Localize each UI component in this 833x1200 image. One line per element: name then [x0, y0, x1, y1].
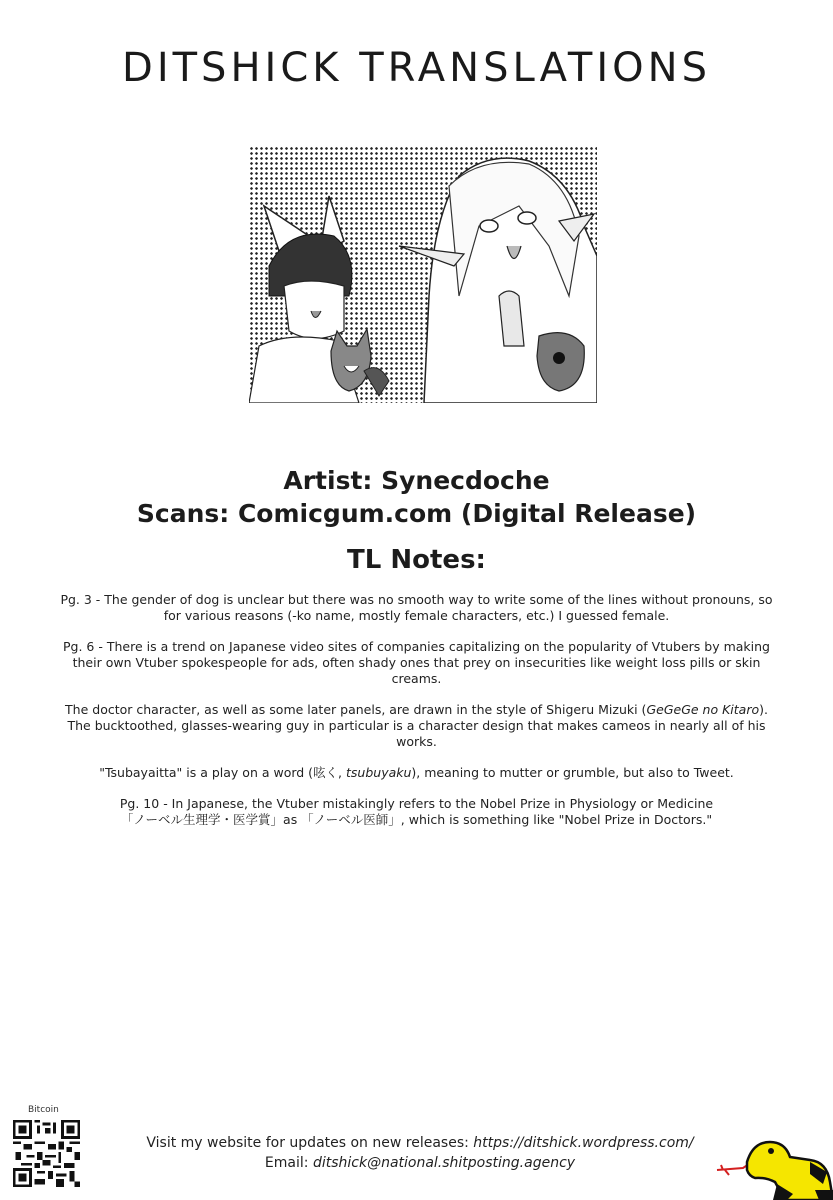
note-pg10 — [52, 796, 781, 828]
note-pg3: Pg. 3 - The gender of dog is unclear but there was no smooth way to write some of the lines without pronouns, so for various reasons (-ko name, mostly female characters, etc.) I guessed female. — [60, 592, 773, 623]
note-text: ), meaning to mutter or grumble, but also to Tweet. — [411, 765, 734, 780]
note-italic-title: GeGeGe no Kitaro — [646, 702, 760, 717]
email-label: Email: — [264, 1155, 313, 1171]
note-italic-word: tsubuyaku — [346, 765, 412, 780]
snake-mascot-icon — [715, 1132, 833, 1200]
bitcoin-qr-code[interactable] — [13, 1120, 80, 1187]
note-text: Pg. 10 - In Japanese, the Vtuber mistakingly refers to the Nobel Prize in Physiology or Medicine — [119, 796, 714, 811]
website-line — [120, 1133, 720, 1153]
note-text: 「ノーベル生理学・医学賞」as 「ノーベル医師」, which is something like "Nobel Prize in Doctors." — [120, 812, 713, 827]
note-text: "Tsubayaitta" is a play on a word (呟く, — [99, 765, 346, 780]
tl-notes-list — [52, 592, 781, 843]
note-text: The doctor character, as well as some later panels, are drawn in the style of Shigeru Mizuki ( — [65, 702, 647, 717]
footer-info — [120, 1133, 720, 1173]
cover-image — [249, 146, 597, 403]
note-pg6: Pg. 6 - There is a trend on Japanese video sites of companies capitalizing on the popularity of Vtubers by making their own Vtuber spokespeople for ads, often shady ones that prey on insecurities like weight loss pills or skin creams. — [63, 639, 770, 686]
note-tsubayaitta — [52, 765, 781, 781]
email-line — [120, 1153, 720, 1173]
scans-credit: Scans: Comicgum.com (Digital Release) — [136, 499, 697, 528]
website-label: Visit my website for updates on new releases: — [146, 1135, 474, 1151]
credits — [0, 464, 833, 530]
page-title: DITSHICK TRANSLATIONS — [122, 45, 711, 91]
manga-illustration — [249, 146, 597, 403]
bitcoin-label: Bitcoin — [28, 1105, 59, 1115]
note-text: ). The bucktoothed, glasses-wearing guy in particular is a character design that makes cameos in nearly all of his works. — [67, 702, 768, 749]
email-link[interactable]: ditshick@national.shitposting.agency — [312, 1155, 576, 1171]
website-link[interactable]: https://ditshick.wordpress.com/ — [473, 1135, 694, 1151]
artist-credit: Artist: Synecdoche — [283, 466, 550, 495]
tl-notes-heading: TL Notes: — [347, 545, 486, 575]
note-doctor-style — [52, 702, 781, 750]
